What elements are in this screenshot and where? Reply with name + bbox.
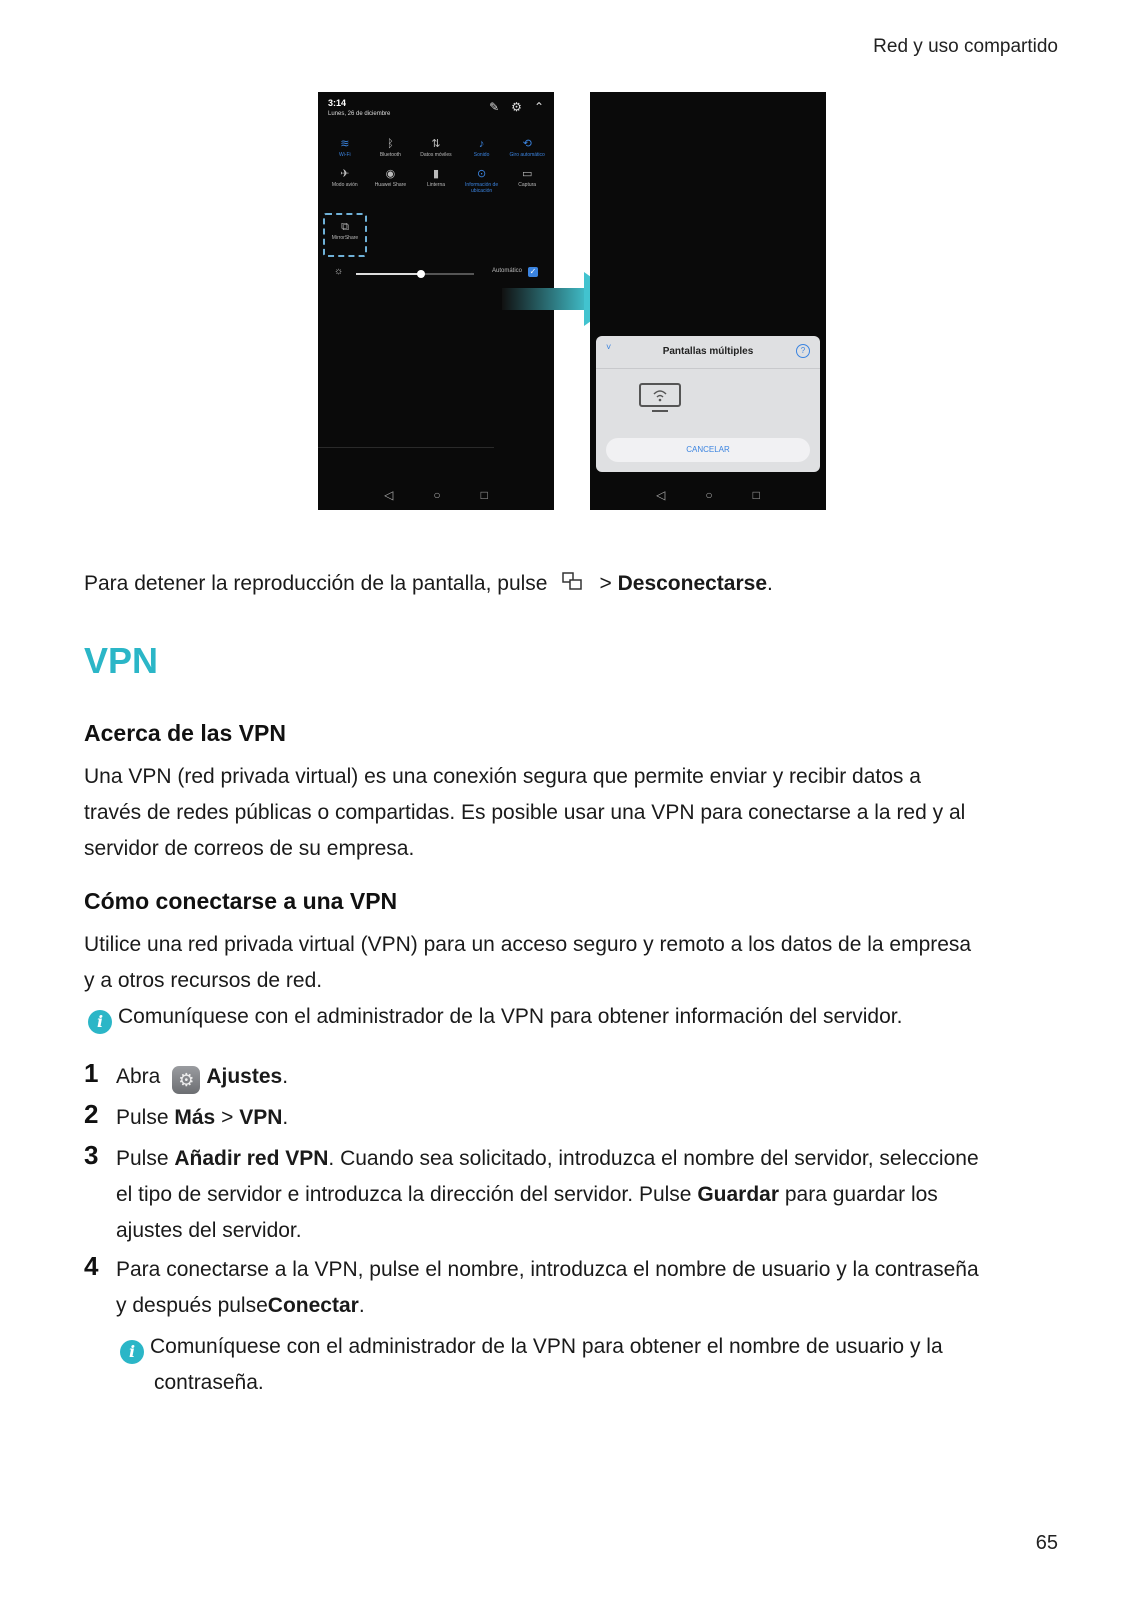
step-1: 1 Abra ⚙ Ajustes. <box>84 1059 1044 1095</box>
step-4: 4 Para conectarse a la VPN, pulse el nombre, introduzca el nombre de usuario y la contraseña y después pulseConectar. <box>84 1251 979 1317</box>
quick-tile-sound[interactable] <box>459 136 505 158</box>
mirrorshare-icon <box>561 568 583 604</box>
dialog-title: Pantallas múltiples <box>662 346 754 357</box>
quick-tile-wifi[interactable] <box>322 136 368 158</box>
quick-tile-label: Sonido <box>473 152 490 158</box>
quick-tile-label: Captura <box>518 182 537 188</box>
brightness-knob[interactable] <box>417 270 425 278</box>
quick-tile-mobile-data[interactable] <box>413 136 459 158</box>
quick-tile-bluetooth[interactable] <box>368 136 414 158</box>
note-server-info: i Comuníquese con el administrador de la VPN para obtener información del servidor. <box>88 999 902 1035</box>
phone-screenshot-multiscreen <box>590 92 826 510</box>
back-icon[interactable]: ◁ <box>384 488 394 502</box>
mirrorshare-icon: ⧉ <box>341 221 349 233</box>
section-heading-vpn: VPN <box>84 640 159 681</box>
info-icon: i <box>120 1340 144 1364</box>
location-icon: ⊙ <box>476 168 487 180</box>
quick-tile-label: Giro automático <box>509 152 545 158</box>
quick-tile-label: Bluetooth <box>379 152 401 158</box>
screenshot-icon: ▭ <box>521 168 533 180</box>
divider <box>596 368 820 369</box>
quick-tile-label: Datos móviles <box>420 152 452 158</box>
divider <box>318 447 494 448</box>
quick-tile-airplane[interactable] <box>322 166 368 194</box>
bluetooth-icon: ᛒ <box>387 138 394 150</box>
quick-settings-tiles <box>322 136 550 194</box>
brightness-icon: ☼ <box>334 266 344 277</box>
recents-icon[interactable]: □ <box>480 488 488 502</box>
wifi-icon: ≋ <box>340 138 350 150</box>
edit-icon[interactable]: ✎ <box>489 100 500 114</box>
share-icon: ◉ <box>385 168 396 180</box>
chevron-up-icon[interactable]: ⌃ <box>533 100 544 114</box>
loading-indicator: ˅ <box>606 342 612 352</box>
home-icon[interactable]: ○ <box>433 488 441 502</box>
info-icon: i <box>88 1010 112 1034</box>
brightness-fill <box>356 273 421 275</box>
airplane-icon: ✈ <box>340 168 350 180</box>
quick-tile-label: Wi-Fi <box>338 152 351 158</box>
quick-tile-screenshot[interactable] <box>504 166 550 194</box>
back-icon[interactable]: ◁ <box>656 488 666 502</box>
nav-bar <box>318 480 554 510</box>
subheading-connect-vpn: Cómo conectarse a una VPN <box>84 888 398 914</box>
step-3: 3 Pulse Añadir red VPN. Cuando sea solicitado, introduzca el nombre del servidor, seleccione el tipo de servidor e introduzca la dirección del servidor. Pulse Guardar para guardar los ajustes del servidor. <box>84 1140 979 1242</box>
gear-icon[interactable]: ⚙ <box>511 100 522 114</box>
quick-tile-label: Información de ubicación <box>465 182 499 194</box>
connect-vpn-paragraph: Utilice una red privada virtual (VPN) para un acceso seguro y remoto a los datos de la empresa y a otros recursos de red. <box>84 933 972 992</box>
help-icon[interactable]: ? <box>796 344 810 358</box>
quick-tile-label: Huawei Share <box>374 182 407 188</box>
recents-icon[interactable]: □ <box>752 488 760 502</box>
nav-bar <box>590 480 826 510</box>
subheading-about-vpn: Acerca de las VPN <box>84 720 287 746</box>
settings-app-icon: ⚙ <box>172 1066 200 1094</box>
page-number: 65 <box>1035 1532 1058 1554</box>
section-title: Red y uso compartido <box>873 36 1058 57</box>
quick-tile-label: Linterna <box>426 182 446 188</box>
quick-tile-rotate[interactable] <box>504 136 550 158</box>
mirrorshare-tile-highlight[interactable] <box>323 213 367 257</box>
step-2: 2 Pulse Más > VPN. <box>84 1099 289 1129</box>
multiscreen-dialog <box>596 336 820 472</box>
quick-tile-share[interactable] <box>368 166 414 194</box>
status-time: 3:14 <box>328 98 347 108</box>
rotate-icon: ⟲ <box>522 138 532 150</box>
auto-brightness-checkbox[interactable]: ✓ <box>529 267 537 276</box>
quick-tile-flashlight[interactable] <box>413 166 459 194</box>
tv-wifi-icon[interactable] <box>638 382 682 414</box>
flashlight-icon: ▮ <box>432 168 440 180</box>
auto-brightness-label: Automático <box>491 268 522 274</box>
about-vpn-paragraph: Una VPN (red privada virtual) es una conexión segura que permite enviar y recibir datos a través de redes públicas o compartidas. Es posible usar una VPN para conectarse a la red y al servidor de correos de su empresa. <box>84 765 966 860</box>
cancel-button[interactable]: CANCELAR <box>606 438 810 462</box>
home-icon[interactable]: ○ <box>705 488 713 502</box>
stop-projection-instruction: Para detener la reproducción de la pantalla, pulse > Desconectarse. <box>84 566 773 604</box>
quick-tile-label: Modo avión <box>331 182 358 188</box>
disconnect-label: Desconectarse <box>617 572 768 595</box>
note-credentials: i Comuníquese con el administrador de la VPN para obtener el nombre de usuario y la contraseña. <box>120 1329 1020 1401</box>
quick-tile-location[interactable] <box>459 166 505 194</box>
brightness-slider[interactable] <box>356 273 474 275</box>
mirrorshare-label: MirrorShare <box>331 235 359 241</box>
mobile-data-icon: ⇅ <box>431 138 441 150</box>
status-date: Lunes, 26 de diciembre <box>328 111 391 117</box>
quick-settings-top-icons <box>489 100 544 114</box>
sound-icon: ♪ <box>478 138 485 150</box>
